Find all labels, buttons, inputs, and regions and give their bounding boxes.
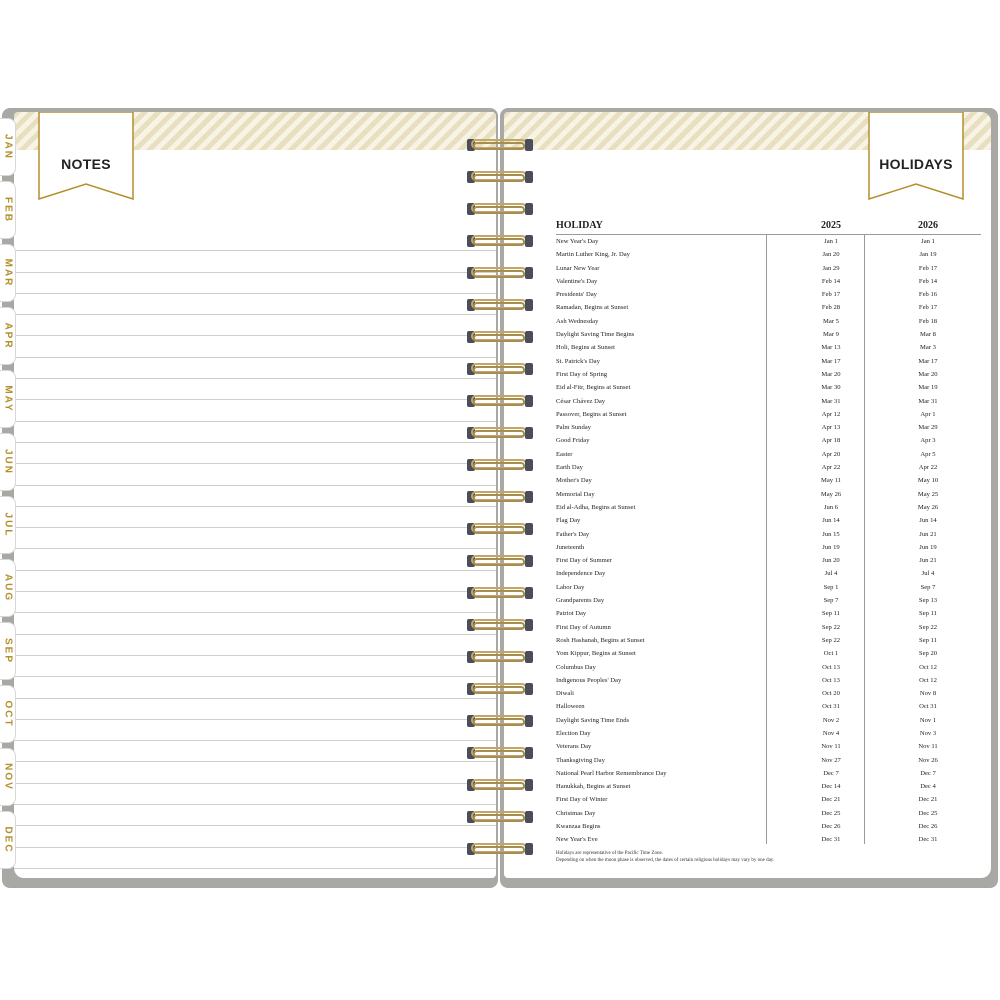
table-row — [556, 754, 981, 767]
holiday-name: Grandparents Day — [556, 597, 605, 605]
table-row — [556, 368, 981, 381]
date-2026: Oct 31 — [919, 703, 937, 711]
date-2026: May 26 — [917, 503, 939, 511]
holiday-name: Presidents' Day — [556, 291, 597, 299]
note-line[interactable] — [14, 848, 496, 869]
date-2025: Feb 28 — [821, 304, 841, 312]
notes-title: NOTES — [61, 156, 111, 172]
holiday-name: Hanukkah, Begins at Sunset — [556, 783, 631, 791]
holiday-name: First Day of Spring — [556, 370, 608, 378]
table-row — [556, 700, 981, 713]
date-2026: Apr 5 — [920, 450, 936, 458]
date-2025: Oct 1 — [823, 650, 839, 658]
table-row — [556, 740, 981, 753]
holiday-name: Palm Sunday — [556, 424, 591, 432]
holiday-name: Mother's Day — [556, 477, 592, 485]
date-2025: Nov 4 — [822, 729, 840, 737]
date-2025: Nov 2 — [822, 716, 840, 724]
month-tab-label: AUG — [2, 573, 13, 603]
note-line[interactable] — [14, 762, 496, 783]
date-2026: Oct 12 — [919, 676, 937, 684]
note-line[interactable] — [14, 336, 496, 357]
holiday-name: National Pearl Harbor Remembrance Day — [556, 769, 667, 777]
date-2025: Jun 6 — [823, 503, 839, 511]
holiday-name: First Day of Autumn — [556, 623, 611, 631]
holiday-name: First Day of Summer — [556, 557, 612, 565]
date-2026: Nov 8 — [919, 690, 937, 698]
table-row — [556, 328, 981, 341]
table-row — [556, 567, 981, 580]
month-tab-jan[interactable] — [0, 118, 16, 176]
binding-ring — [467, 615, 533, 635]
notes-banner — [38, 112, 134, 200]
date-2026: Oct 12 — [919, 663, 937, 671]
binding-ring — [467, 263, 533, 283]
month-tab-label: MAR — [2, 258, 13, 288]
note-line[interactable] — [14, 741, 496, 762]
date-2025: Oct 13 — [822, 663, 840, 671]
table-row — [556, 381, 981, 394]
holiday-name: Earth Day — [556, 464, 583, 472]
note-line[interactable] — [14, 677, 496, 698]
binding-ring — [467, 775, 533, 795]
date-2025: May 11 — [820, 477, 842, 485]
note-line[interactable] — [14, 422, 496, 443]
date-2026: Jan 1 — [921, 238, 935, 245]
note-line[interactable] — [14, 358, 496, 379]
month-tab-jul[interactable] — [0, 496, 16, 554]
binding-ring — [467, 807, 533, 827]
binding-ring — [467, 423, 533, 443]
date-2026: Sep 13 — [918, 597, 938, 605]
date-2025: Sep 1 — [823, 583, 839, 591]
date-2025: Apr 22 — [821, 464, 841, 472]
date-2025: Mar 9 — [823, 331, 839, 339]
date-2025: Jun 20 — [822, 557, 840, 565]
month-tab-label: MAY — [2, 385, 13, 413]
table-row — [556, 235, 981, 248]
table-row — [556, 807, 981, 820]
table-row — [556, 448, 981, 461]
date-2025: Sep 22 — [821, 636, 841, 644]
binding-ring — [467, 359, 533, 379]
date-2026: Nov 11 — [918, 743, 938, 751]
date-2026: Feb 16 — [918, 291, 938, 299]
holiday-name: Indigenous Peoples' Day — [556, 676, 622, 684]
date-2025: Feb 14 — [821, 277, 841, 285]
table-row — [556, 793, 981, 806]
date-2025: Dec 21 — [821, 796, 841, 804]
holiday-name: Valentine's Day — [556, 277, 598, 285]
holiday-name: Christmas Day — [556, 809, 596, 817]
binding-ring — [467, 167, 533, 187]
date-2025: Mar 30 — [821, 384, 841, 392]
note-line[interactable] — [14, 805, 496, 826]
date-2025: Sep 7 — [823, 597, 839, 605]
footnote-line: Depending on when the moon phase is observed, the dates of certain religious holidays may vary by one day. — [556, 858, 775, 863]
date-2025: Oct 31 — [822, 703, 840, 711]
date-2026: Nov 1 — [919, 716, 937, 724]
date-2025: Apr 18 — [821, 437, 841, 445]
holiday-name: Holi, Begins at Sunset — [556, 344, 615, 352]
binding-ring — [467, 231, 533, 251]
date-2026: Apr 22 — [918, 464, 938, 472]
table-row — [556, 634, 981, 647]
date-2026: Jun 19 — [919, 543, 937, 551]
date-2025: Mar 13 — [821, 344, 841, 352]
holiday-name: Patriot Day — [556, 610, 587, 618]
table-row — [556, 528, 981, 541]
binding-ring — [467, 711, 533, 731]
holiday-name: Halloween — [556, 703, 585, 711]
date-2025: Jan 1 — [824, 238, 838, 245]
month-tab-label: DEC — [2, 826, 13, 854]
holiday-name: Eid al-Fitr, Begins at Sunset — [556, 384, 631, 392]
month-tab-label: FEB — [2, 197, 13, 223]
month-tab-label: JUN — [2, 448, 13, 476]
header-2026: 2026 — [918, 220, 938, 231]
date-2025: Oct 13 — [822, 676, 840, 684]
note-line[interactable] — [14, 720, 496, 741]
table-row — [556, 661, 981, 674]
month-tab-label: OCT — [2, 700, 13, 728]
table-row — [556, 501, 981, 514]
date-2025: Jun 14 — [822, 517, 840, 525]
binding-ring — [467, 583, 533, 603]
table-row — [556, 581, 981, 594]
month-tab-apr[interactable] — [0, 307, 16, 365]
holiday-name: Easter — [556, 450, 573, 458]
holiday-name: Diwali — [556, 690, 574, 698]
note-line[interactable] — [14, 273, 496, 294]
header-holiday: HOLIDAY — [556, 220, 603, 231]
table-row — [556, 248, 981, 261]
table-row — [556, 727, 981, 740]
date-2026: May 10 — [917, 477, 939, 485]
table-row — [556, 301, 981, 314]
date-2026: Feb 14 — [918, 277, 938, 285]
month-tab-aug[interactable] — [0, 559, 16, 617]
holiday-name: Flag Day — [556, 517, 581, 525]
holiday-rows — [556, 235, 981, 847]
date-2026: Dec 31 — [918, 836, 938, 844]
note-line[interactable] — [14, 635, 496, 656]
holiday-name: Eid al-Adha, Begins at Sunset — [556, 503, 636, 511]
date-2026: Dec 21 — [918, 796, 938, 804]
month-tab-feb[interactable] — [0, 181, 16, 239]
holiday-name: Rosh Hashanah, Begins at Sunset — [556, 636, 645, 644]
date-2026: Jul 4 — [921, 570, 935, 578]
note-line[interactable] — [14, 656, 496, 677]
date-2025: Jan 29 — [822, 264, 840, 272]
holiday-name: Ash Wednesday — [556, 317, 599, 325]
binding-ring — [467, 839, 533, 859]
table-row — [556, 474, 981, 487]
month-tab-label: JAN — [2, 133, 13, 161]
holiday-name: Father's Day — [556, 530, 590, 538]
date-2026: Dec 4 — [920, 783, 936, 791]
binding-ring — [467, 487, 533, 507]
month-tab-nov[interactable] — [0, 748, 16, 806]
note-line[interactable] — [14, 443, 496, 464]
table-row — [556, 488, 981, 501]
holiday-name: First Day of Winter — [556, 796, 608, 804]
table-row — [556, 541, 981, 554]
date-2026: Jun 21 — [919, 530, 937, 538]
table-row — [556, 714, 981, 727]
note-line[interactable] — [14, 400, 496, 421]
note-line[interactable] — [14, 826, 496, 847]
date-2025: Jun 15 — [822, 530, 840, 538]
table-row — [556, 421, 981, 434]
holiday-name: Thanksgiving Day — [556, 756, 605, 764]
date-2025: Dec 7 — [823, 769, 839, 777]
date-2026: Mar 20 — [918, 370, 938, 378]
date-2026: Sep 11 — [919, 636, 937, 644]
date-2026: Dec 7 — [920, 769, 936, 777]
binding-ring — [467, 455, 533, 475]
date-2025: Jul 4 — [824, 570, 838, 578]
binding-ring — [467, 743, 533, 763]
note-line[interactable] — [14, 784, 496, 805]
holiday-name: Passover, Begins at Sunset — [556, 410, 627, 418]
holiday-name: Veterans Day — [556, 743, 592, 751]
table-row — [556, 647, 981, 660]
holiday-name: Kwanzaa Begins — [556, 823, 601, 831]
note-line[interactable] — [14, 528, 496, 549]
holiday-name: Yom Kippur, Begins at Sunset — [556, 650, 636, 658]
notes-page — [14, 112, 496, 878]
binding-ring — [467, 327, 533, 347]
month-tab-label: APR — [2, 322, 13, 350]
holiday-name: Columbus Day — [556, 663, 596, 671]
binding-ring — [467, 295, 533, 315]
date-2025: Dec 26 — [821, 823, 841, 831]
holiday-name: Memorial Day — [556, 490, 595, 498]
holiday-name: New Year's Eve — [556, 836, 598, 844]
table-row — [556, 554, 981, 567]
date-2025: Mar 5 — [823, 317, 839, 325]
table-row — [556, 341, 981, 354]
table-row — [556, 288, 981, 301]
month-tab-label: SEP — [2, 637, 13, 665]
binding-ring — [467, 199, 533, 219]
holiday-name: Martin Luther King, Jr. Day — [556, 251, 630, 259]
date-2025: Mar 20 — [821, 370, 841, 378]
holiday-name: Good Friday — [556, 437, 590, 445]
date-2026: May 25 — [917, 490, 939, 498]
date-2025: Feb 17 — [821, 291, 841, 299]
holidays-page — [504, 112, 991, 878]
note-line[interactable] — [14, 294, 496, 315]
binding-ring — [467, 519, 533, 539]
holidays-title: HOLIDAYS — [879, 156, 953, 172]
binding-ring — [467, 551, 533, 571]
month-tab-label: JUL — [2, 512, 13, 538]
date-2026: Dec 26 — [918, 823, 938, 831]
table-header — [556, 218, 981, 235]
date-2025: Nov 11 — [821, 743, 841, 751]
date-2025: Jan 20 — [822, 251, 840, 259]
holiday-name: Juneteenth — [556, 543, 585, 551]
month-tab-may[interactable] — [0, 370, 16, 428]
date-2025: Dec 14 — [821, 783, 841, 791]
note-line[interactable] — [14, 464, 496, 485]
table-row — [556, 395, 981, 408]
date-2025: Sep 11 — [822, 610, 840, 618]
date-2026: Sep 11 — [919, 610, 937, 618]
holiday-name: Lunar New Year — [556, 264, 600, 272]
holiday-table — [556, 218, 981, 847]
note-line[interactable] — [14, 613, 496, 634]
date-2025: Oct 20 — [822, 690, 840, 698]
date-2026: Nov 3 — [919, 729, 937, 737]
month-tab-jun[interactable] — [0, 433, 16, 491]
date-2026: Mar 31 — [918, 397, 938, 405]
date-2026: Mar 19 — [918, 384, 938, 392]
table-row — [556, 514, 981, 527]
date-2026: Sep 7 — [920, 583, 936, 591]
holiday-name: Daylight Saving Time Begins — [556, 331, 635, 339]
table-row — [556, 833, 981, 846]
holiday-name: Daylight Saving Time Ends — [556, 716, 630, 724]
date-2026: Mar 29 — [918, 424, 938, 432]
date-2025: Nov 27 — [821, 756, 841, 764]
date-2026: Nov 26 — [918, 756, 938, 764]
month-tab-mar[interactable] — [0, 244, 16, 302]
date-2025: Apr 13 — [821, 424, 841, 432]
table-row — [556, 275, 981, 288]
table-row — [556, 315, 981, 328]
holiday-name: New Year's Day — [556, 238, 599, 245]
table-row — [556, 687, 981, 700]
date-2026: Apr 3 — [920, 437, 936, 445]
note-line[interactable] — [14, 486, 496, 507]
date-2025: May 26 — [820, 490, 842, 498]
note-line[interactable] — [14, 379, 496, 400]
table-row — [556, 674, 981, 687]
date-2025: Apr 20 — [821, 450, 841, 458]
month-tab-sep[interactable] — [0, 622, 16, 680]
date-2025: Mar 31 — [821, 397, 841, 405]
month-tab-dec[interactable] — [0, 811, 16, 869]
table-row — [556, 355, 981, 368]
table-row — [556, 461, 981, 474]
note-line[interactable] — [14, 592, 496, 613]
table-row — [556, 621, 981, 634]
table-row — [556, 262, 981, 275]
date-2026: Mar 8 — [920, 331, 936, 339]
note-line[interactable] — [14, 251, 496, 272]
table-row — [556, 607, 981, 620]
date-2026: Sep 22 — [918, 623, 938, 631]
note-line[interactable] — [14, 549, 496, 570]
holiday-name: Independence Day — [556, 570, 606, 578]
binding-ring — [467, 135, 533, 155]
table-row — [556, 780, 981, 793]
footnote-line: Holidays are representative of the Pacific Time Zone. — [556, 851, 663, 856]
table-row — [556, 594, 981, 607]
date-2026: Jun 21 — [919, 557, 937, 565]
holiday-name: Ramadan, Begins at Sunset — [556, 304, 629, 312]
date-2025: Sep 22 — [821, 623, 841, 631]
date-2026: Mar 3 — [920, 344, 936, 352]
holiday-name: Election Day — [556, 729, 591, 737]
date-2026: Dec 25 — [918, 809, 938, 817]
date-2025: Dec 25 — [821, 809, 841, 817]
note-line[interactable] — [14, 507, 496, 528]
table-row — [556, 820, 981, 833]
spiral-binding — [467, 135, 533, 865]
date-2026: Mar 17 — [918, 357, 938, 365]
date-2026: Jan 19 — [919, 251, 937, 259]
holiday-name: St. Patrick's Day — [556, 357, 600, 365]
date-2026: Jun 14 — [919, 517, 937, 525]
holiday-name: Labor Day — [556, 583, 585, 591]
note-line[interactable] — [14, 315, 496, 336]
date-2026: Apr 1 — [920, 410, 936, 418]
month-tab-oct[interactable] — [0, 685, 16, 743]
note-line[interactable] — [14, 699, 496, 720]
date-2025: Dec 31 — [821, 836, 841, 844]
note-line[interactable] — [14, 571, 496, 592]
date-2026: Feb 18 — [918, 317, 938, 325]
table-row — [556, 767, 981, 780]
date-2025: Jun 19 — [822, 543, 840, 551]
footnote — [556, 850, 774, 864]
holidays-banner — [868, 112, 964, 200]
table-row — [556, 408, 981, 421]
binding-ring — [467, 391, 533, 411]
table-row — [556, 434, 981, 447]
binding-ring — [467, 647, 533, 667]
month-tab-label: NOV — [2, 763, 13, 791]
date-2025: Mar 17 — [821, 357, 841, 365]
date-2025: Apr 12 — [821, 410, 841, 418]
note-line[interactable] — [14, 230, 496, 251]
holiday-name: César Chávez Day — [556, 397, 606, 405]
date-2026: Feb 17 — [918, 304, 938, 312]
notes-lines[interactable] — [14, 230, 496, 869]
header-2025: 2025 — [821, 220, 841, 231]
binding-ring — [467, 679, 533, 699]
date-2026: Feb 17 — [918, 264, 938, 272]
date-2026: Sep 20 — [918, 650, 938, 658]
